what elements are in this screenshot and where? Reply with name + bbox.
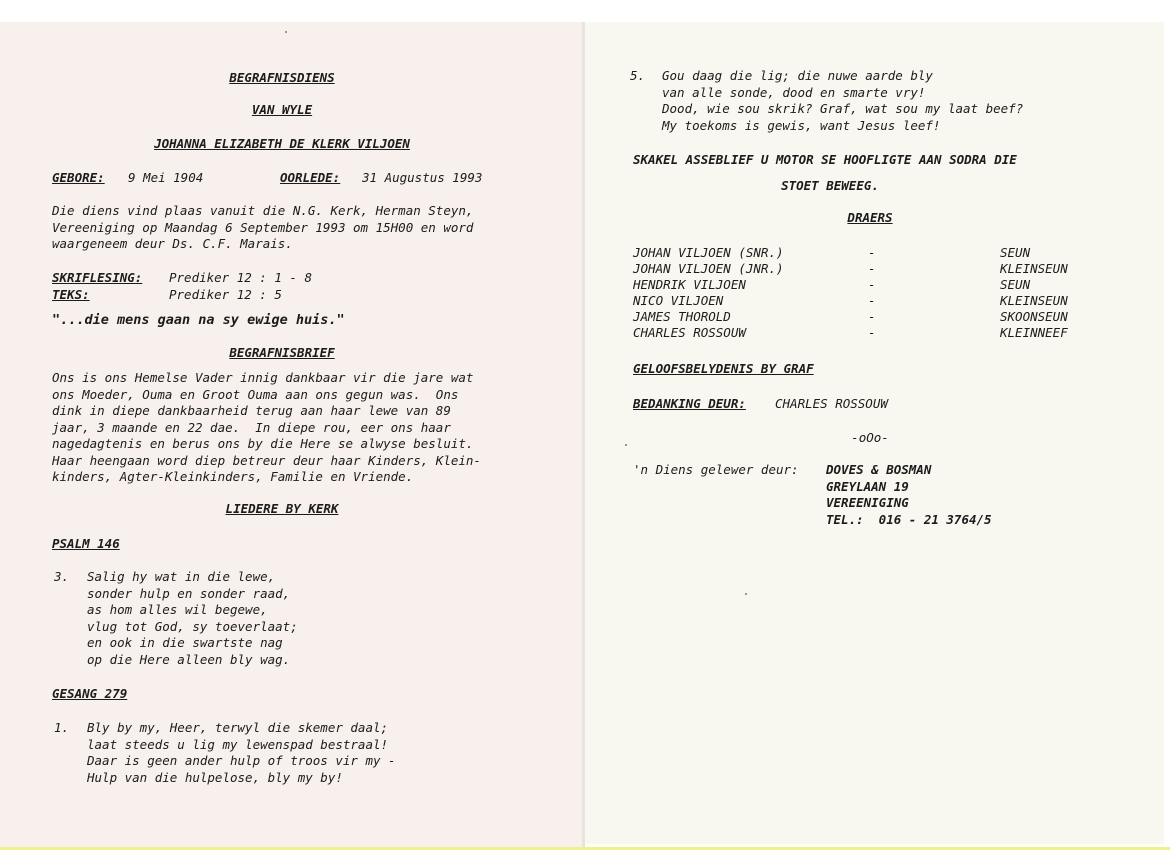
gesang-line: Bly by my, Heer, terwyl die skemer daal; [87,720,389,735]
psalm-line: vlug tot God, sy toeverlaat; [87,618,298,634]
bearer-name: HENDRIK VILJOEN [633,277,746,292]
letter-line: dink in diepe dankbaarheid terug aan haar lewe van 89 [52,403,451,418]
letter-line: jaar, 3 maande en 22 dae. In diepe rou, eer ons haar [52,419,451,435]
letter-line: Haar heengaan word diep betreur deur haar Kinders, Klein- [52,452,481,468]
bearer-dash: - [868,261,876,276]
psalm-line: sonder hulp en sonder raad, [87,585,291,601]
bearer-name: NICO VILJOEN [633,293,724,308]
headlights-notice: SKAKEL ASSEBLIEF U MOTOR SE HOOFLIGTE AAN SODRA DIE [633,152,1017,167]
bearer-dash: - [868,309,876,324]
service-title: BEGRAFNISDIENS [229,70,335,85]
letter-line: ons Moeder, Ouma en Groot Ouma aan ons gegun was. Ons [52,386,459,402]
thanks-label: BEDANKING DEUR: [633,396,746,411]
bearer-name: JAMES THOROLD [633,309,731,324]
born-label: GEBORE: [52,170,105,185]
gesang-line: laat steeds u lig my lewenspad bestraal! [87,736,389,752]
creed-heading: GELOOFSBELYDENIS BY GRAF [633,361,814,376]
died-date: 31 Augustus 1993 [362,170,483,185]
verse-line: van alle sonde, dood en smarte vry! [662,84,926,100]
undertaker-line: DOVES & BOSMAN [826,462,932,477]
letter-line: kinders, Agter-Kleinkinders, Familie en Vriende. [52,469,414,484]
psalm-line: Salig hy wat in die lewe, [87,569,276,584]
psalm-line: op die Here alleen bly wag. [87,651,291,667]
verse-line: Dood, wie sou skrik? Graf, wat sou my laat beef? [662,101,1024,116]
van-wyle: VAN WYLE [251,102,313,117]
undertaker-phone: TEL.: 016 - 21 3764/5 [826,511,992,527]
bearer-relation: KLEINNEEF [1000,325,1068,340]
paper-speck [625,444,627,446]
psalm-heading: PSALM 146 [52,536,120,551]
paper-speck [285,31,287,33]
undertaker-line: GREYLAAN 19 [826,478,909,494]
deceased-name: JOHANNA ELIZABETH DE KLERK VILJOEN [154,136,410,151]
gesang-heading: GESANG 279 [52,686,128,701]
songs-heading: LIEDERE BY KERK [225,501,339,516]
bearers-heading: DRAERS [847,210,893,225]
text-ref: Prediker 12 : 5 [169,287,282,302]
verse-line: My toekoms is gewis, want Jesus leef! [662,117,941,133]
bearer-name: JOHAN VILJOEN (JNR.) [633,261,784,276]
reading-label: SKRIFLESING: [52,270,143,285]
bearer-relation: SKOONSEUN [1000,309,1068,324]
bearer-name: CHARLES ROSSOUW [633,325,746,340]
bearer-dash: - [868,325,876,340]
page-fold [582,22,585,848]
service-line: Die diens vind plaas vanuit die N.G. Kerk, Herman Steyn, [52,203,474,218]
bearer-relation: KLEINSEUN [1000,293,1068,308]
service-line: waargeneem deur Ds. C.F. Marais. [52,236,293,251]
undertaker-line: VEREENIGING [826,495,909,510]
scripture-quote: "...die mens gaan na sy ewige huis." [52,312,345,328]
gesang-line: Hulp van die hulpelose, bly my by! [87,769,343,785]
psalm-verse-number: 3. [54,569,70,584]
letter-line: nagedagtenis en berus ons by die Here se alwyse besluit. [52,436,474,451]
verse-line: Gou daag die lig; die nuwe aarde bly [662,68,933,83]
headlights-notice-cont: STOET BEWEEG. [781,178,879,193]
text-label: TEKS: [52,287,90,302]
bearer-relation: SEUN [1000,277,1031,292]
service-by-label: 'n Diens gelewer deur: [633,462,799,477]
letter-heading: BEGRAFNISBRIEF [229,345,335,360]
psalm-line: en ook in die swartste nag [87,635,283,650]
thanks-name: CHARLES ROSSOUW [775,396,888,411]
psalm-line: as hom alles wil begewe, [87,602,268,617]
gesang-line: Daar is geen ander hulp of troos vir my - [87,753,396,768]
reading-ref: Prediker 12 : 1 - 8 [169,270,312,285]
bearer-dash: - [868,245,876,260]
separator: -oOo- [851,430,889,445]
bearer-relation: KLEINSEUN [1000,261,1068,276]
bearer-dash: - [868,277,876,292]
bearer-relation: SEUN [1000,245,1031,260]
died-label: OORLEDE: [280,170,341,185]
paper-speck [745,593,747,595]
verse-number: 5. [630,68,646,83]
service-line: Vereeniging op Maandag 6 September 1993 om 15H00 en word [52,219,474,235]
gesang-verse-number: 1. [54,720,70,735]
letter-line: Ons is ons Hemelse Vader innig dankbaar vir die jare wat [52,370,474,385]
bearer-name: JOHAN VILJOEN (SNR.) [633,245,784,260]
born-date: 9 Mei 1904 [128,170,204,185]
bearer-dash: - [868,293,876,308]
